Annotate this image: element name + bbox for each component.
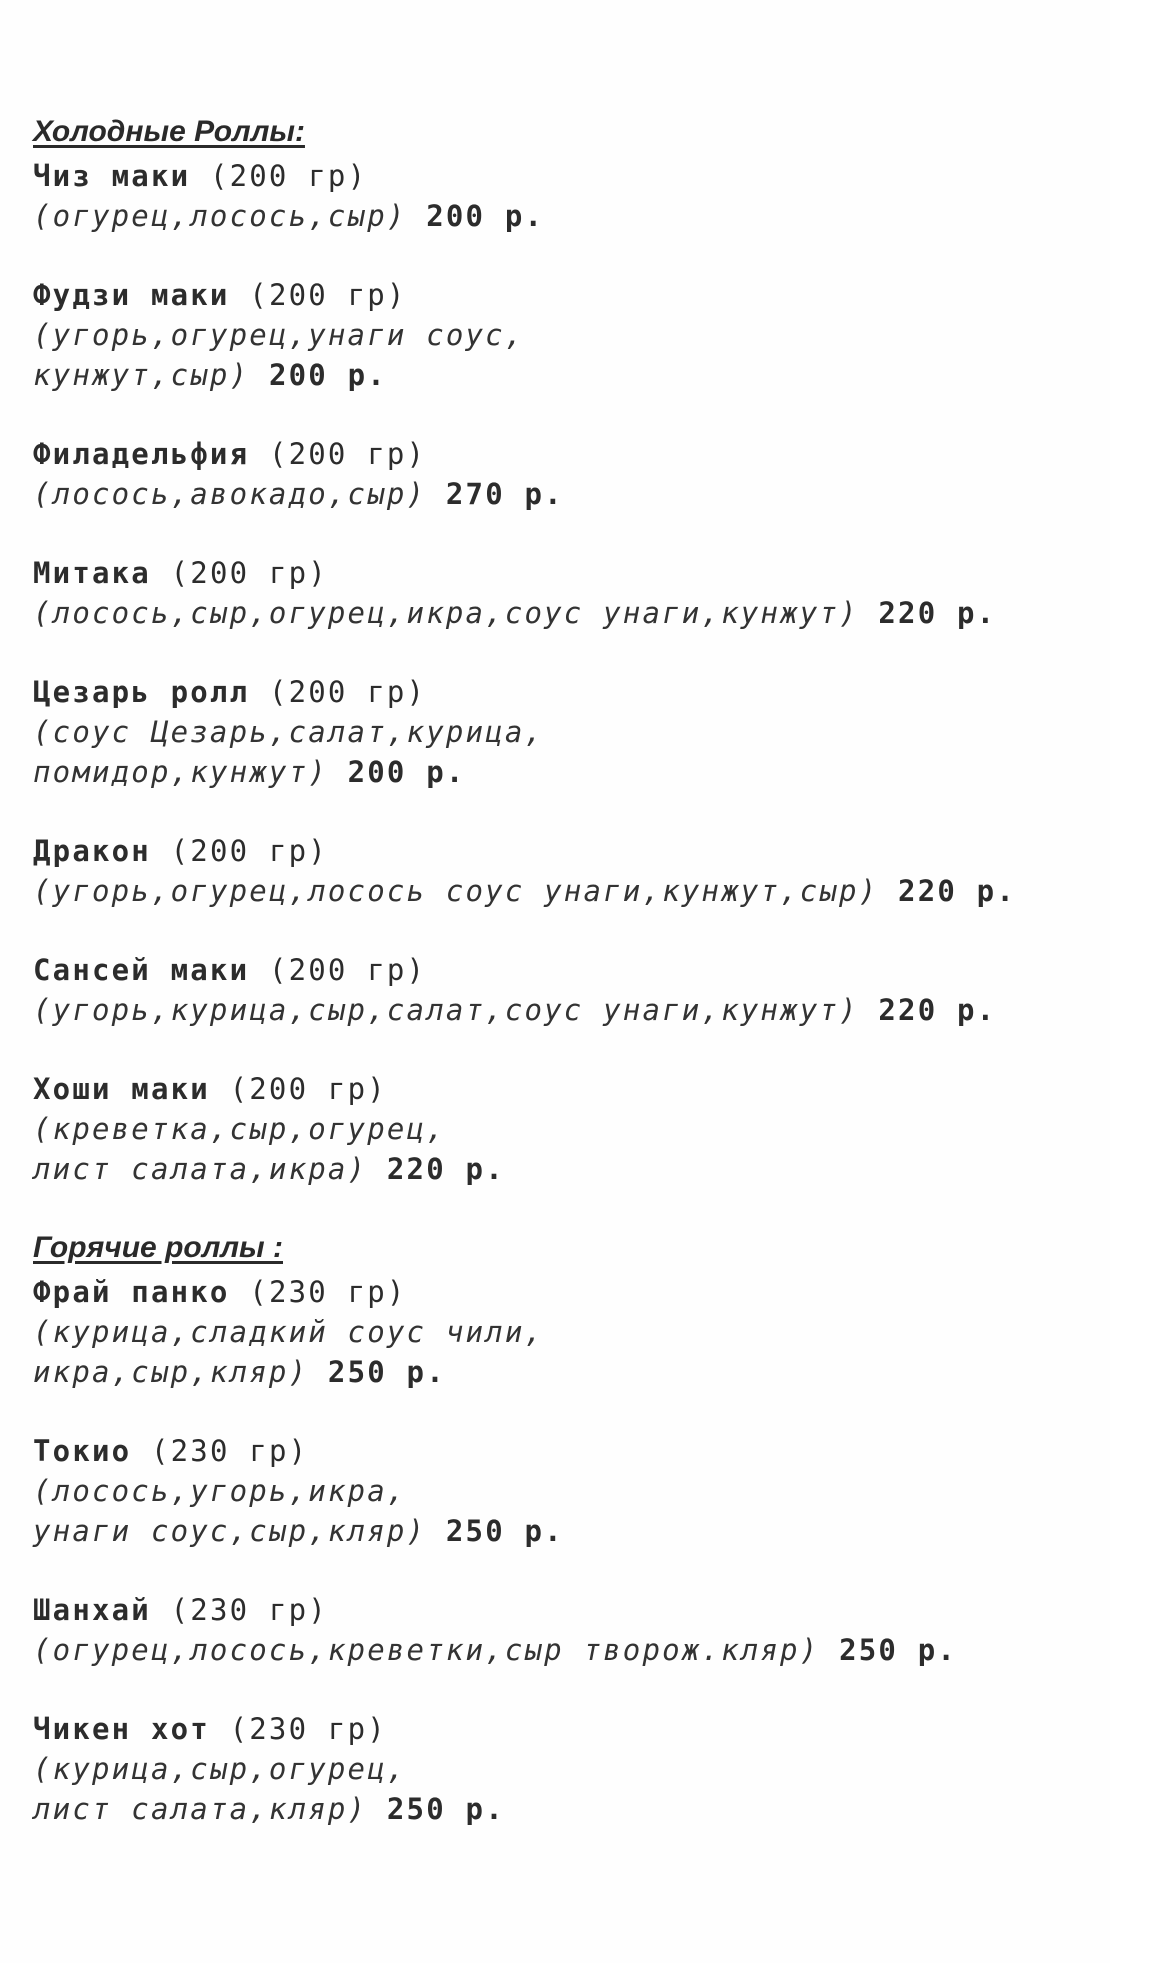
menu-item	[33, 1709, 1103, 1829]
item-ingredients-line	[33, 1352, 1103, 1392]
menu-section	[33, 1228, 1103, 1829]
item-price: 200 р.	[347, 755, 466, 789]
item-ingredients-line	[33, 1109, 1103, 1149]
item-weight: (230 гр)	[229, 1712, 387, 1746]
item-heading	[33, 1590, 1103, 1630]
item-ingredients-line	[33, 712, 1103, 752]
item-ingredients: (огурец,лосось,креветки,сыр творож.кляр)	[33, 1633, 820, 1667]
item-ingredients: унаги соус,сыр,кляр)	[33, 1514, 427, 1548]
item-heading	[33, 831, 1103, 871]
item-name: Цезарь ролл	[33, 675, 250, 709]
item-name: Филадельфия	[33, 437, 250, 471]
item-ingredients: (креветка,сыр,огурец,	[33, 1112, 446, 1146]
item-ingredients: (курица,сладкий соус чили,	[33, 1315, 545, 1349]
item-name: Фрай панко	[33, 1275, 230, 1309]
item-price: 250 р.	[445, 1514, 564, 1548]
item-name: Чикен хот	[33, 1712, 210, 1746]
item-heading	[33, 950, 1103, 990]
item-ingredients: лист салата,икра)	[33, 1152, 368, 1186]
item-ingredients: икра,сыр,кляр)	[33, 1355, 309, 1389]
item-name: Чиз маки	[33, 159, 191, 193]
item-name: Токио	[33, 1434, 132, 1468]
item-ingredients: (огурец,лосось,сыр)	[33, 199, 407, 233]
item-price: 250 р.	[327, 1355, 446, 1389]
section-title: Горячие роллы :	[33, 1231, 283, 1264]
item-heading	[33, 1709, 1103, 1749]
menu-item	[33, 553, 1103, 633]
item-ingredients-line	[33, 1749, 1103, 1789]
item-heading	[33, 156, 1103, 196]
item-weight: (200 гр)	[229, 1072, 387, 1106]
item-ingredients-line	[33, 752, 1103, 792]
item-ingredients-line	[33, 196, 1103, 236]
item-ingredients-line	[33, 990, 1103, 1030]
item-ingredients: (угорь,огурец,унаги соус,	[33, 318, 525, 352]
item-heading	[33, 1272, 1103, 1312]
item-ingredients-line	[33, 871, 1103, 911]
item-weight: (230 гр)	[170, 1593, 328, 1627]
item-ingredients: помидор,кунжут)	[33, 755, 328, 789]
menu-item	[33, 1431, 1103, 1551]
item-ingredients-line	[33, 355, 1103, 395]
menu-item	[33, 831, 1103, 911]
item-name: Шанхай	[33, 1593, 151, 1627]
item-ingredients-line	[33, 1471, 1103, 1511]
item-weight: (200 гр)	[268, 675, 427, 709]
item-name: Хоши маки	[33, 1072, 210, 1106]
menu-item	[33, 950, 1103, 1030]
item-ingredients: (лосось,авокадо,сыр)	[33, 477, 427, 511]
item-weight: (230 гр)	[249, 1275, 407, 1309]
item-price: 270 р.	[445, 477, 564, 511]
item-name: Сансей маки	[33, 953, 250, 987]
item-price: 220 р.	[898, 874, 1016, 908]
item-weight: (200 гр)	[209, 159, 368, 193]
menu-content	[33, 112, 1103, 1868]
item-ingredients: (соус Цезарь,салат,курица,	[33, 715, 545, 749]
item-ingredients-line	[33, 1149, 1103, 1189]
item-price: 250 р.	[386, 1792, 505, 1826]
item-weight: (200 гр)	[249, 278, 407, 312]
item-heading	[33, 553, 1103, 593]
item-heading	[33, 672, 1103, 712]
item-price: 220 р.	[878, 993, 997, 1027]
item-ingredients: (угорь,курица,сыр,салат,соус унаги,кунжут)	[33, 993, 859, 1027]
menu-item	[33, 1272, 1103, 1392]
item-ingredients: кунжут,сыр)	[33, 358, 250, 392]
item-heading	[33, 1431, 1103, 1471]
item-ingredients: (лосось,сыр,огурец,икра,соус унаги,кунжут)	[33, 596, 859, 630]
item-ingredients-line	[33, 315, 1103, 355]
item-weight: (200 гр)	[268, 953, 427, 987]
menu-section	[33, 112, 1103, 1189]
item-heading	[33, 275, 1103, 315]
item-ingredients-line	[33, 1312, 1103, 1352]
menu-item	[33, 275, 1103, 395]
item-ingredients: лист салата,кляр)	[33, 1792, 368, 1826]
item-ingredients: (курица,сыр,огурец,	[33, 1752, 407, 1786]
item-name: Митака	[33, 556, 151, 590]
menu-item	[33, 434, 1103, 514]
item-ingredients-line	[33, 1630, 1103, 1670]
item-name: Дракон	[33, 834, 151, 868]
item-heading	[33, 1069, 1103, 1109]
menu-item	[33, 156, 1103, 236]
item-ingredients: (угорь,огурец,лосось соус унаги,кунжут,сыр)	[33, 874, 879, 908]
item-weight: (200 гр)	[268, 437, 427, 471]
menu-item	[33, 1069, 1103, 1189]
item-price: 220 р.	[386, 1152, 505, 1186]
item-ingredients-line	[33, 474, 1103, 514]
item-ingredients: (лосось,угорь,икра,	[33, 1474, 407, 1508]
section-title: Холодные Роллы:	[33, 115, 305, 148]
item-price: 220 р.	[878, 596, 997, 630]
item-weight: (200 гр)	[170, 556, 328, 590]
item-name: Фудзи маки	[33, 278, 230, 312]
item-price: 200 р.	[426, 199, 545, 233]
item-ingredients-line	[33, 1789, 1103, 1829]
menu-item	[33, 1590, 1103, 1670]
item-heading	[33, 434, 1103, 474]
item-price: 200 р.	[268, 358, 387, 392]
item-weight: (200 гр)	[170, 834, 328, 868]
item-ingredients-line	[33, 593, 1103, 633]
item-weight: (230 гр)	[150, 1434, 309, 1468]
item-price: 250 р.	[839, 1633, 958, 1667]
item-ingredients-line	[33, 1511, 1103, 1551]
menu-item	[33, 672, 1103, 792]
